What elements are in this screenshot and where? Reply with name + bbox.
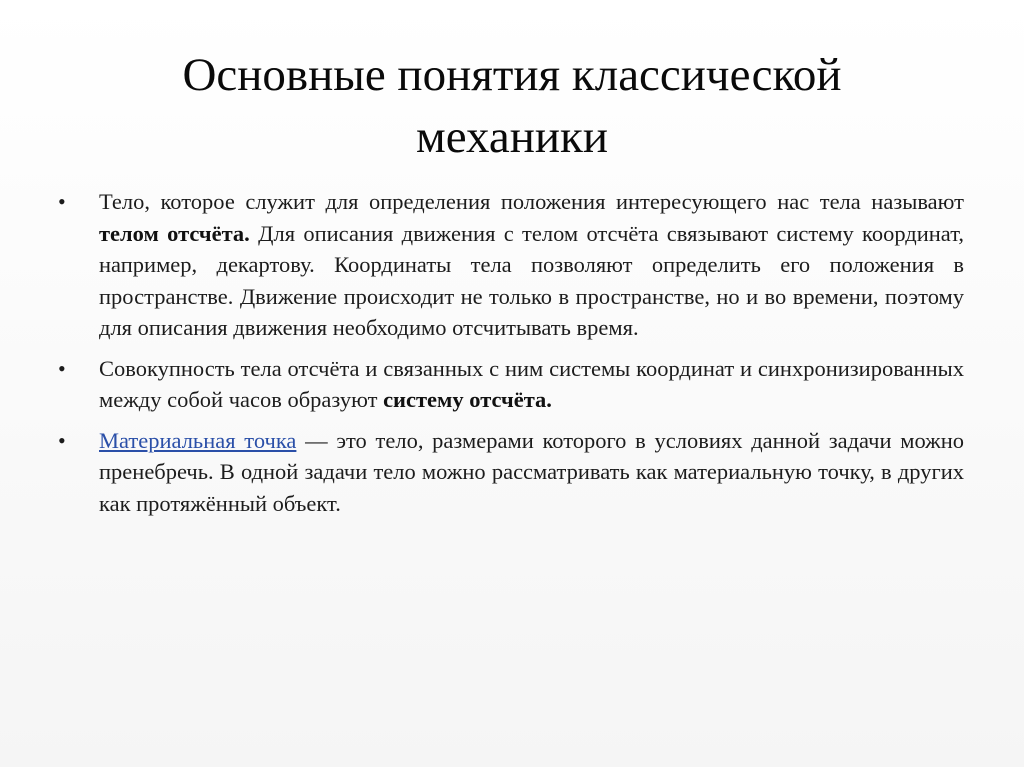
slide-title [0,44,1024,168]
bullet-text: Совокупность тела отсчёта и связанных с ним системы координат и синхронизированных между собой часов образуют [99,355,964,412]
bullet-text: Для описания движения с телом отсчёта связывают систему координат, например, декартову. Координаты тела позволяют определить его положения в пространстве. Движение происходит не только в пространстве, но и во времени, поэтому для описания движения необходимо отсчитывать время. [99,220,964,340]
bullet-material-point [58,425,964,520]
bullet-marker: • [58,355,66,381]
term-reference-body: телом отсчёта. [99,220,250,246]
bullet-list [58,186,964,528]
bullet-reference-body [58,186,964,344]
bullet-text: Тело, которое служит для определения положения интересующего нас тела называют [99,189,964,214]
title-line-2: механики [415,111,609,163]
bullet-marker: • [58,189,66,214]
bullet-reference-frame [58,353,964,416]
term-reference-frame: систему отсчёта. [383,387,552,412]
bullet-marker: • [58,427,66,453]
title-line-1: Основные понятия классической [182,49,842,101]
bullet-text: — это тело, размерами которого в условиях данной задачи можно пренебречь. В одной задачи тело можно рассматривать как материальную точку, в других как протяжённый объект. [99,427,964,516]
material-point-link[interactable]: Материальная точка [99,427,297,453]
